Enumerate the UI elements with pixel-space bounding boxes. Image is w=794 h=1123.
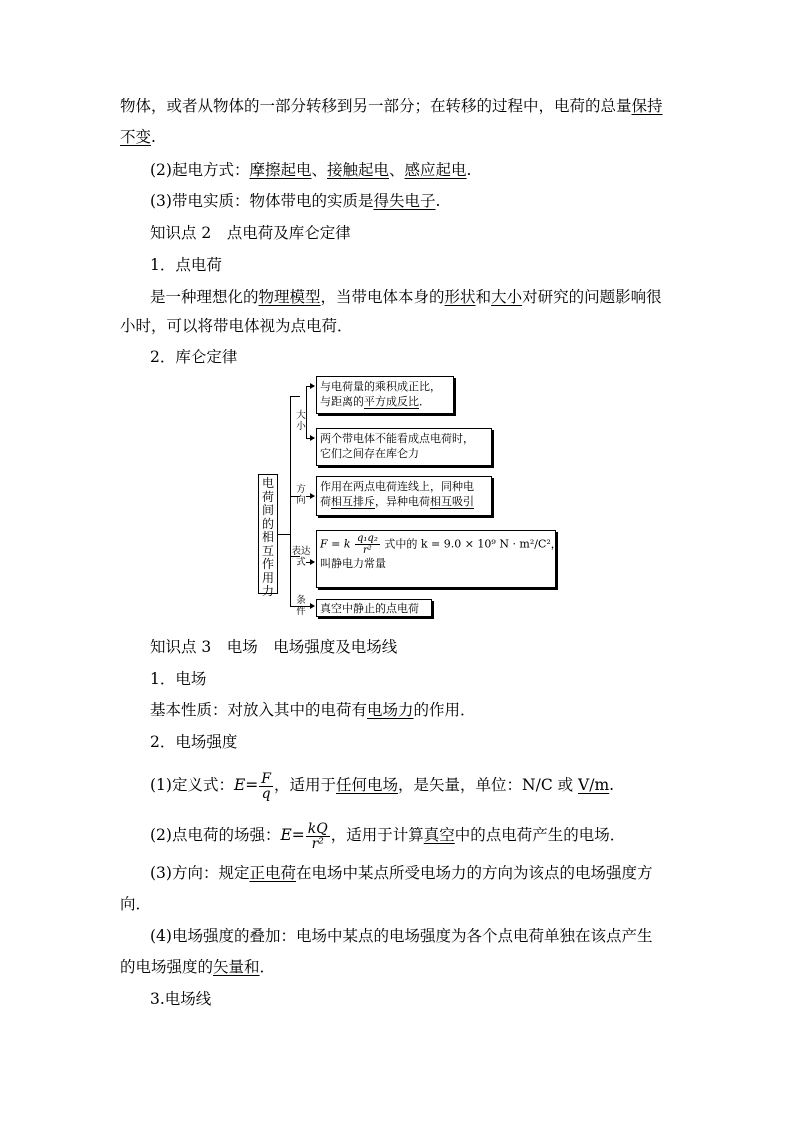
paragraph-line: (4)电场强度的叠加：电场中某点的电场强度为各个点电荷单独在该点产生 — [150, 927, 653, 945]
underlined-answer: 相互排斥 — [331, 495, 375, 508]
formula-text: E= — [280, 826, 305, 844]
fraction-denominator: q — [261, 785, 271, 802]
text: ，适用于计算 — [330, 826, 424, 844]
section-heading: 知识点 2 点电荷及库仑定律 — [150, 224, 351, 242]
condition-box — [316, 599, 432, 617]
arrow — [310, 603, 315, 609]
text: 的电场强度的 — [120, 958, 214, 976]
text: 对研究的问题影响很 — [522, 288, 662, 306]
text: ，当带电体本身的 — [320, 288, 445, 306]
subheading: 2．库仑定律 — [150, 348, 238, 366]
underlined-answer: 摩擦起电 — [249, 161, 312, 179]
arrow — [310, 559, 315, 565]
text: 的作用． — [413, 701, 476, 719]
underlined-answer: 正电荷 — [249, 864, 296, 882]
subheading: 3.电场线 — [150, 990, 212, 1008]
text: 基本性质：对放入其中的电荷有 — [150, 701, 368, 719]
box-text: ，异种电荷 — [375, 495, 430, 508]
underlined-answer: 相互吸引 — [430, 495, 474, 508]
formula-fraction — [259, 772, 273, 801]
box-text: 真空中静止的点电荷 — [320, 602, 419, 615]
paragraph-line — [120, 96, 663, 116]
size-box — [316, 376, 454, 414]
formula-fraction — [355, 533, 380, 556]
box-text: 叫静电力常量 — [320, 557, 386, 570]
text: ，适用于 — [274, 776, 337, 794]
arrow — [310, 493, 315, 499]
text: . — [435, 192, 441, 210]
text: 中的点电荷产生的电场． — [454, 826, 626, 844]
fraction-numerator: q₁q₂ — [357, 533, 378, 544]
subheading: 2．电场强度 — [150, 733, 238, 751]
text: 和 — [475, 288, 492, 306]
branch-label-direction: 方向 — [296, 484, 306, 506]
underlined-answer: 保持 — [631, 97, 663, 115]
fraction-numerator: kQ — [307, 820, 328, 837]
arrow — [310, 435, 315, 441]
formula-fraction — [306, 822, 330, 851]
formula-text: E= — [233, 776, 259, 794]
box-text: 与电荷量的乘积成正比， — [320, 380, 441, 393]
paragraph-line — [150, 287, 662, 307]
formula-text: 式中的 k = 9.0 × 10⁹ N · m²/C²， — [384, 537, 562, 551]
main-concept-box — [258, 474, 278, 598]
paragraph-line — [150, 191, 440, 211]
text: 在电场中某点所受电场力的方向为该点的电场强度方 — [295, 864, 653, 882]
text: 是一种理想化的 — [150, 288, 259, 306]
underlined-answer: 物理模型 — [258, 288, 321, 306]
underlined-answer: 形状 — [444, 288, 476, 306]
fraction-denominator: r² — [363, 545, 372, 556]
text: ，是矢量，单位：N/C 或 — [398, 776, 579, 794]
coulomb-force-box — [316, 428, 492, 466]
direction-box — [316, 476, 492, 516]
subheading: 1．点电荷 — [150, 256, 222, 274]
paragraph-line — [150, 770, 614, 801]
text: (3)方向：规定 — [150, 864, 250, 882]
text: (2)起电方式： — [150, 161, 250, 179]
text: (1)定义式： — [150, 776, 234, 794]
section-heading: 知识点 3 电场 电场强度及电场线 — [150, 638, 398, 656]
underlined-answer: 大小 — [491, 288, 523, 306]
underlined-answer: 平方成反比 — [364, 395, 419, 408]
text: 物体，或者从物体的一部分转移到另一部分；在转移的过程中，电荷的总量 — [120, 97, 632, 115]
paragraph-line — [150, 700, 476, 720]
paragraph-line — [120, 957, 275, 977]
box-text: 两个带电体不能看成点电荷时， — [320, 432, 474, 445]
underlined-answer: 接触起电 — [327, 161, 390, 179]
branch-label-expression: 表达式 — [291, 546, 311, 568]
underlined-answer: V/m — [578, 776, 610, 794]
connector — [278, 534, 290, 535]
text: (3)带电实质：物体带电的实质是 — [150, 192, 374, 210]
underlined-answer: 真空 — [423, 826, 455, 844]
underlined-answer: 电场力 — [367, 701, 414, 719]
expression-box — [316, 530, 562, 588]
text: . — [151, 128, 156, 146]
fraction-numerator: F — [261, 770, 271, 787]
underlined-answer: 感应起电 — [404, 161, 467, 179]
box-text: ． — [419, 395, 430, 408]
formula-text: F = k — [320, 537, 351, 551]
paragraph-line — [150, 820, 625, 851]
text: . — [609, 776, 615, 794]
paragraph-line — [150, 863, 653, 883]
text: 、 — [389, 161, 405, 179]
box-text: 它们之间存在库仑力 — [320, 447, 419, 460]
box-text: 荷 — [320, 495, 331, 508]
connector — [306, 386, 307, 438]
paragraph-line: 向． — [120, 895, 152, 913]
underlined-answer: 得失电子 — [373, 192, 436, 210]
subheading: 1．电场 — [150, 670, 207, 688]
text: ． — [259, 958, 276, 976]
text: . — [466, 161, 472, 179]
underlined-answer: 任何电场 — [336, 776, 399, 794]
box-text: 作用在两点电荷连线上，同种电 — [320, 480, 474, 493]
text: 、 — [311, 161, 327, 179]
fraction-denominator: r² — [311, 835, 324, 852]
paragraph-line — [120, 127, 156, 147]
connector — [290, 396, 300, 397]
main-concept-label: 电荷间的相互作用力 — [261, 476, 274, 598]
text: (2)点电荷的场强： — [150, 826, 281, 844]
connector — [290, 396, 291, 606]
underlined-answer: 不变 — [120, 128, 152, 146]
underlined-answer: 矢量和 — [213, 958, 260, 976]
branch-label-condition: 条件 — [296, 595, 306, 617]
arrow — [310, 383, 315, 389]
paragraph-line — [150, 160, 471, 180]
box-text: 与距离的 — [320, 395, 364, 408]
branch-label-size: 大小 — [296, 410, 306, 432]
paragraph-line: 小时，可以将带电体视为点电荷． — [120, 317, 353, 335]
